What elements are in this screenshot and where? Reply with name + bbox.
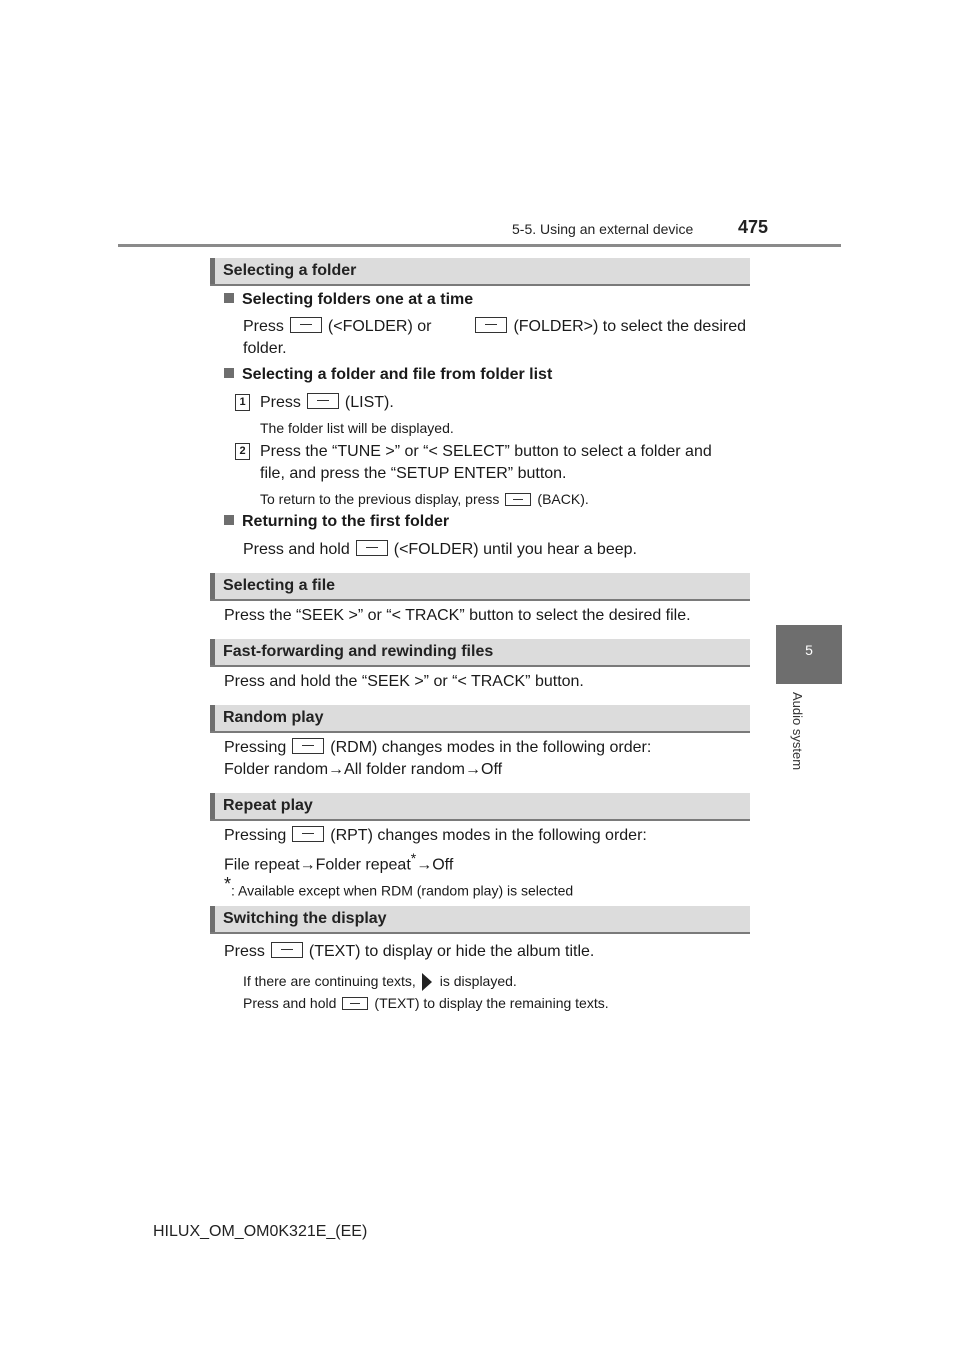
- section-header-switching-display: Switching the display: [210, 906, 750, 934]
- header-rule: [118, 244, 841, 247]
- first-folder-text: Press and hold (<FOLDER) until you hear a beep.: [243, 541, 637, 558]
- step-number: 1: [235, 394, 250, 411]
- folder-paragraph: Press (<FOLDER) or (FOLDER>) to select the desired folder.: [243, 318, 746, 357]
- random-text: Pressing (RDM) changes modes in the following order: Folder random→All folder random→Off: [224, 739, 652, 778]
- step2-note: To return to the previous display, press (BACK).: [260, 491, 589, 507]
- chapter-tab-number: 5: [805, 642, 813, 658]
- bullet-square-icon: [224, 293, 234, 303]
- button-icon: [292, 826, 324, 842]
- section-header-selecting-file: Selecting a file: [210, 573, 750, 601]
- display-note-1: If there are continuing texts, is displayed.: [243, 973, 517, 989]
- chapter-tab-label: Audio system: [790, 692, 805, 771]
- running-header-section: 5-5. Using an external device: [512, 221, 694, 237]
- section-header-repeat-play: Repeat play: [210, 793, 750, 821]
- button-icon: [356, 540, 388, 556]
- step1-text: Press (LIST).: [260, 394, 394, 411]
- document-code: HILUX_OM_OM0K321E_(EE): [153, 1223, 368, 1240]
- subheading-folders-one-at-a-time: Selecting folders one at a time: [224, 291, 473, 309]
- display-note-2: Press and hold (TEXT) to display the remaining texts.: [243, 995, 609, 1011]
- page-number: 475: [738, 217, 769, 237]
- button-icon: [342, 997, 368, 1010]
- button-icon: [475, 317, 507, 333]
- step1-note: The folder list will be displayed.: [260, 420, 454, 436]
- button-icon: [292, 738, 324, 754]
- display-text: Press (TEXT) to display or hide the album title.: [224, 943, 595, 960]
- bullet-square-icon: [224, 368, 234, 378]
- button-icon: [290, 317, 322, 333]
- section-header-selecting-folder: Selecting a folder: [210, 258, 750, 286]
- repeat-footnote: *: Available except when RDM (random play) is selected: [224, 874, 574, 899]
- fastforward-text: Press and hold the “SEEK >” or “< TRACK” button.: [224, 673, 584, 690]
- step2-text: Press the “TUNE >” or “< SELECT” button to select a folder and file, and press the “SETUP ENTER” button.: [260, 443, 712, 482]
- subheading-folder-list: Selecting a folder and file from folder list: [224, 366, 552, 384]
- section-header-fast-forwarding: Fast-forwarding and rewinding files: [210, 639, 750, 667]
- repeat-text: Pressing (RPT) changes modes in the following order: File repeat→Folder repeat*→Off: [224, 827, 647, 874]
- right-arrow-icon: [422, 973, 432, 991]
- subheading-first-folder: Returning to the first folder: [224, 513, 449, 531]
- section-header-random-play: Random play: [210, 705, 750, 733]
- bullet-square-icon: [224, 515, 234, 525]
- button-icon: [307, 393, 339, 409]
- button-icon: [505, 493, 531, 506]
- button-icon: [271, 942, 303, 958]
- file-text: Press the “SEEK >” or “< TRACK” button to select the desired file.: [224, 607, 691, 624]
- step-number: 2: [235, 443, 250, 460]
